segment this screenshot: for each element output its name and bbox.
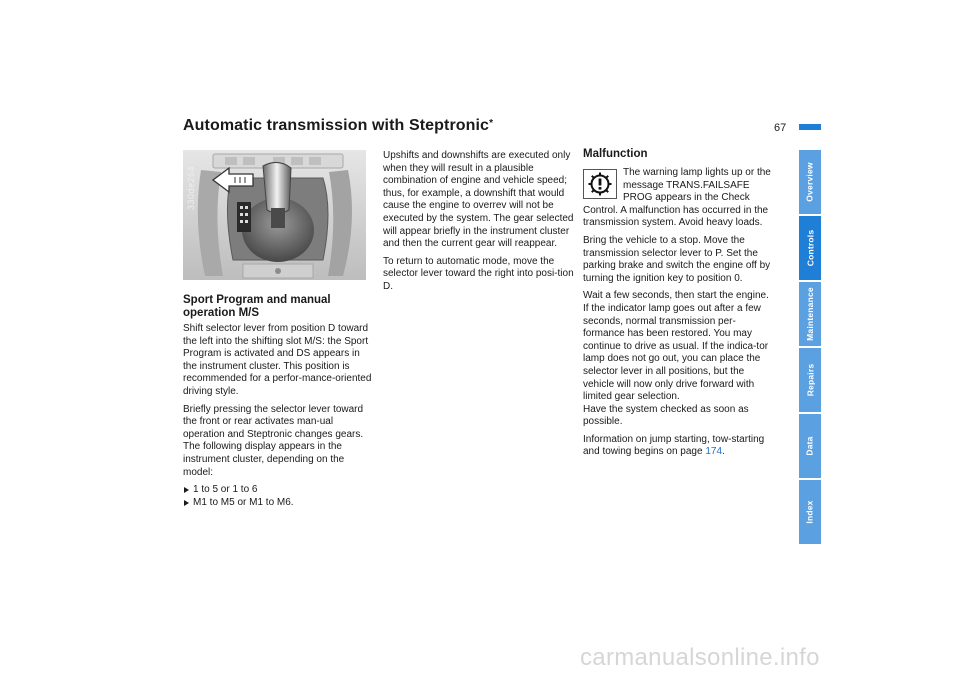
gear-display-list (183, 484, 373, 509)
section-heading-sport-program: Sport Program and manual operation M/S (183, 294, 331, 319)
tab-index[interactable]: Index (799, 480, 821, 544)
paragraph: To return to automatic mode, move the selector lever toward the right into posi-tion D. (383, 255, 574, 292)
sport-program-section (183, 294, 373, 509)
paragraph: Upshifts and downshifts are executed only when they will result in a plausible combination of engine and vehicle speed; thus, for example, a downshift that would cause the engine to overrev will not be executed by the system. The gear selected will appear briefly in the instrument cluster and then the current gear will reappear. (383, 150, 574, 250)
paragraph: Briefly pressing the selector lever toward the front or rear activates man-ual operation and Steptronic changes gears. The following display appears in the instrument cluster, depending on the model: (183, 403, 364, 478)
tab-overview[interactable]: Overview (799, 150, 821, 214)
exclamation-gear-icon (584, 170, 616, 198)
page-number: 67 (774, 122, 787, 134)
paragraph: Bring the vehicle to a stop. Move the transmission selector lever to P. Set the parking brake and switch the engine off by turning the ignition key to position 0. (583, 234, 771, 284)
paragraph: Shift selector lever from position D toward the left into the shifting slot M/S: the Sport Program is activated and DS appears in the instrument cluster. This position is recommended for a perfor-mance-oriented driving style. (183, 323, 372, 397)
tab-maintenance[interactable]: Maintenance (799, 282, 821, 346)
paragraph: Wait a few seconds, then start the engine. If the indicator lamp goes out after a few seconds, normal transmission per-formance has been restored. You may continue to drive as usual. If the indica-tor lamp does not go out, you can place the selector lever in all positions, but the vehicle will now only drive forward with limited gear selection. Have the system checked as soon as possible. (583, 290, 769, 428)
malfunction-section (583, 148, 775, 464)
section-heading-malfunction: Malfunction (583, 148, 648, 160)
page-number-bar (799, 124, 821, 130)
photo-code: 330de264 (186, 165, 196, 210)
watermark: carmanualsonline.info (580, 644, 820, 671)
paragraph: Information on jump starting, tow-starting and towing begins on page 174. (583, 433, 765, 458)
warning-lamp-box (583, 169, 617, 199)
page-link-174[interactable]: 174 (705, 446, 723, 458)
optional-equipment-mark: * (489, 118, 494, 129)
gear-selector-photo (183, 150, 366, 280)
list-item: 1 to 5 or 1 to 6 (183, 484, 373, 497)
shift-logic-section (383, 150, 575, 299)
paragraph: The warning lamp lights up or the message TRANS.FAILSAFE PROG appears in the Check Control. A malfunction has occurred in the transmission system. Avoid heavy loads. (583, 167, 771, 229)
tab-controls[interactable]: Controls (799, 216, 821, 280)
list-item: M1 to M5 or M1 to M6. (183, 497, 373, 510)
tab-data[interactable]: Data (799, 414, 821, 478)
tab-repairs[interactable]: Repairs (799, 348, 821, 412)
page-title: Automatic transmission with Steptronic* (183, 117, 494, 134)
gear-selector-illustration (183, 150, 366, 280)
